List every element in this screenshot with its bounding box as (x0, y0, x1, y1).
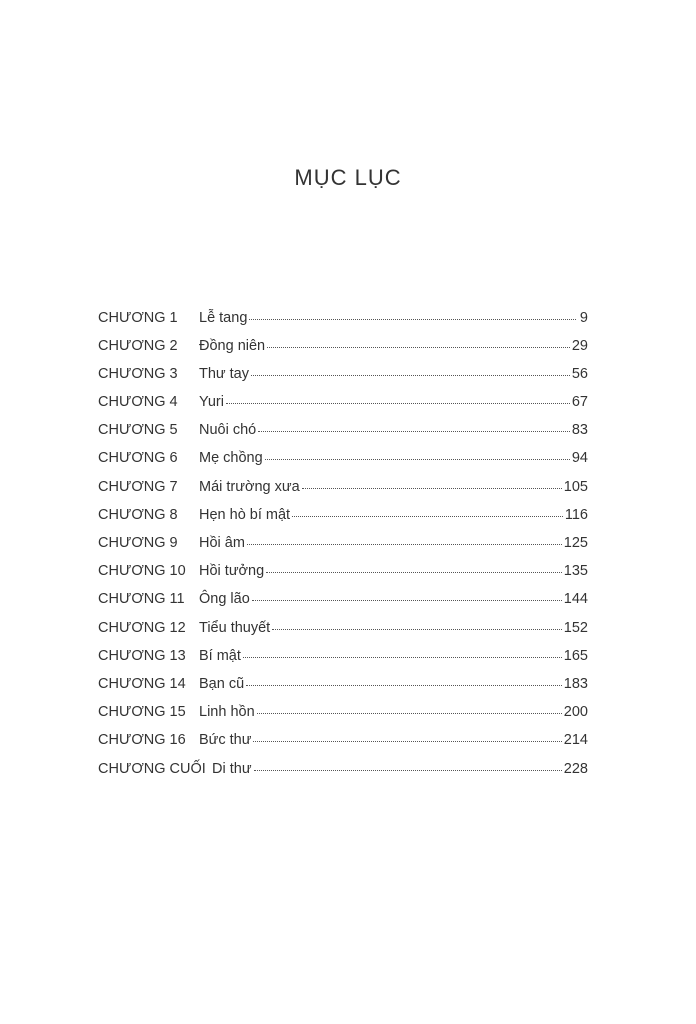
chapter-title: Hẹn hò bí mật (199, 506, 291, 523)
chapter-number: CHƯƠNG CUỐI (98, 760, 206, 777)
toc-entry (98, 476, 588, 504)
chapter-title: Hồi tưởng (199, 563, 265, 580)
chapter-title: Lễ tang (199, 309, 248, 326)
chapter-title: Ông lão (199, 591, 250, 608)
page-number: 144 (563, 591, 588, 608)
page-number: 94 (571, 450, 588, 467)
toc-entry (98, 702, 588, 730)
chapter-title: Nuôi chó (199, 422, 257, 439)
dot-leader (257, 702, 562, 717)
toc-entry (98, 448, 588, 476)
dot-leader (258, 420, 570, 435)
toc-entry (98, 617, 588, 645)
chapter-title: Yuri (199, 394, 224, 411)
chapter-title: Mẹ chồng (199, 450, 263, 467)
page-number: 152 (563, 619, 588, 636)
dot-leader (272, 617, 562, 632)
chapter-title: Bạn cũ (199, 675, 245, 692)
dot-leader (265, 448, 570, 463)
dot-leader (226, 392, 570, 407)
dot-leader (251, 363, 570, 378)
chapter-number: CHƯƠNG 6 (98, 450, 178, 467)
page-number: 83 (571, 422, 588, 439)
chapter-number: CHƯƠNG 4 (98, 394, 178, 411)
toc-entry (98, 335, 588, 363)
table-of-contents (98, 307, 588, 786)
chapter-number: CHƯƠNG 1 (98, 309, 178, 326)
chapter-title: Mái trường xưa (199, 478, 300, 495)
dot-leader (252, 589, 562, 604)
page-number: 165 (563, 647, 588, 664)
toc-entry (98, 561, 588, 589)
page-number: 9 (579, 309, 588, 326)
toc-entry (98, 504, 588, 532)
toc-entry (98, 758, 588, 786)
toc-entry (98, 533, 588, 561)
chapter-title: Thư tay (199, 365, 249, 382)
toc-entry (98, 589, 588, 617)
page-number: 56 (571, 365, 588, 382)
toc-entry (98, 673, 588, 701)
chapter-title: Di thư (212, 760, 252, 777)
dot-leader (249, 307, 576, 322)
chapter-number: CHƯƠNG 12 (98, 619, 186, 636)
toc-entry (98, 420, 588, 448)
chapter-number: CHƯƠNG 3 (98, 365, 178, 382)
dot-leader (254, 758, 562, 773)
chapter-number: CHƯƠNG 8 (98, 506, 178, 523)
page-title: MỤC LỤC (294, 164, 402, 190)
dot-leader (247, 533, 562, 548)
toc-entry (98, 307, 588, 335)
page-number: 29 (571, 337, 588, 354)
page-number: 200 (563, 704, 588, 721)
chapter-number: CHƯƠNG 14 (98, 675, 186, 692)
page-number: 125 (563, 535, 588, 551)
dot-leader (292, 504, 563, 519)
chapter-title: Linh hồn (199, 704, 255, 721)
chapter-number: CHƯƠNG 13 (98, 647, 186, 664)
dot-leader (243, 645, 562, 660)
chapter-number: CHƯƠNG 15 (98, 704, 186, 721)
dot-leader (253, 730, 561, 745)
dot-leader (266, 561, 562, 576)
page-number: 116 (564, 506, 588, 523)
chapter-number: CHƯƠNG 16 (98, 732, 186, 749)
chapter-number: CHƯƠNG 9 (98, 535, 178, 551)
toc-entry (98, 392, 588, 420)
chapter-title: Hồi âm (199, 535, 245, 551)
toc-entry (98, 730, 588, 758)
page-number: 214 (563, 732, 588, 749)
chapter-title: Bức thư (199, 732, 252, 749)
chapter-number: CHƯƠNG 5 (98, 422, 178, 439)
dot-leader (267, 335, 570, 350)
chapter-title: Bí mật (199, 647, 241, 664)
chapter-number: CHƯƠNG 11 (98, 591, 185, 608)
page-number: 105 (563, 478, 588, 495)
toc-entry (98, 363, 588, 391)
chapter-number: CHƯƠNG 10 (98, 563, 186, 580)
chapter-number: CHƯƠNG 7 (98, 478, 178, 495)
chapter-number: CHƯƠNG 2 (98, 337, 178, 354)
page-number: 135 (563, 563, 588, 580)
page-number: 183 (563, 675, 588, 692)
page-number: 228 (563, 760, 588, 777)
dot-leader (302, 476, 562, 491)
toc-entry (98, 645, 588, 673)
page-number: 67 (571, 394, 588, 411)
chapter-title: Tiểu thuyết (199, 619, 271, 636)
chapter-title: Đồng niên (199, 337, 266, 354)
dot-leader (246, 673, 562, 688)
